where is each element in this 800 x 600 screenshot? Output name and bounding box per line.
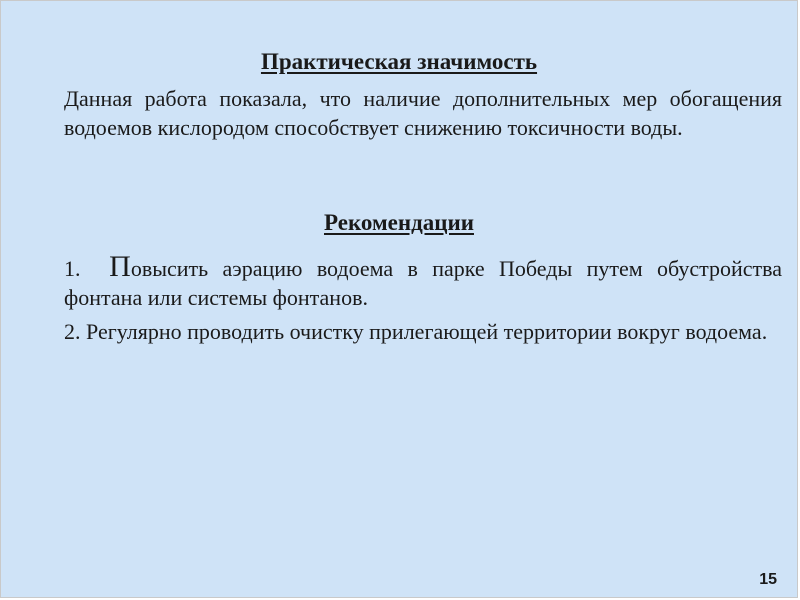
recommendation-item-2: 2. Регулярно проводить очистку прилегающей территории вокруг водоема.	[64, 319, 768, 344]
page-number: 15	[759, 571, 777, 588]
section-heading-recommendations: Рекомендации	[324, 210, 474, 235]
recommendation-item-1-number: 1.	[64, 256, 81, 281]
section-heading-practical-significance: Практическая значимость	[260, 49, 538, 74]
recommendation-item-1-text: овысить аэрацию водоема в парке Победы путем обустройства фонтана или системы фонтанов.	[64, 256, 783, 310]
practical-significance-text: Данная работа показала, что наличие дополнительных мер обогащения водоемов кислородом способствует снижению токсичности воды.	[64, 86, 782, 140]
recommendation-item-1-initial: П	[109, 250, 131, 283]
recommendation-item-1	[64, 250, 783, 312]
